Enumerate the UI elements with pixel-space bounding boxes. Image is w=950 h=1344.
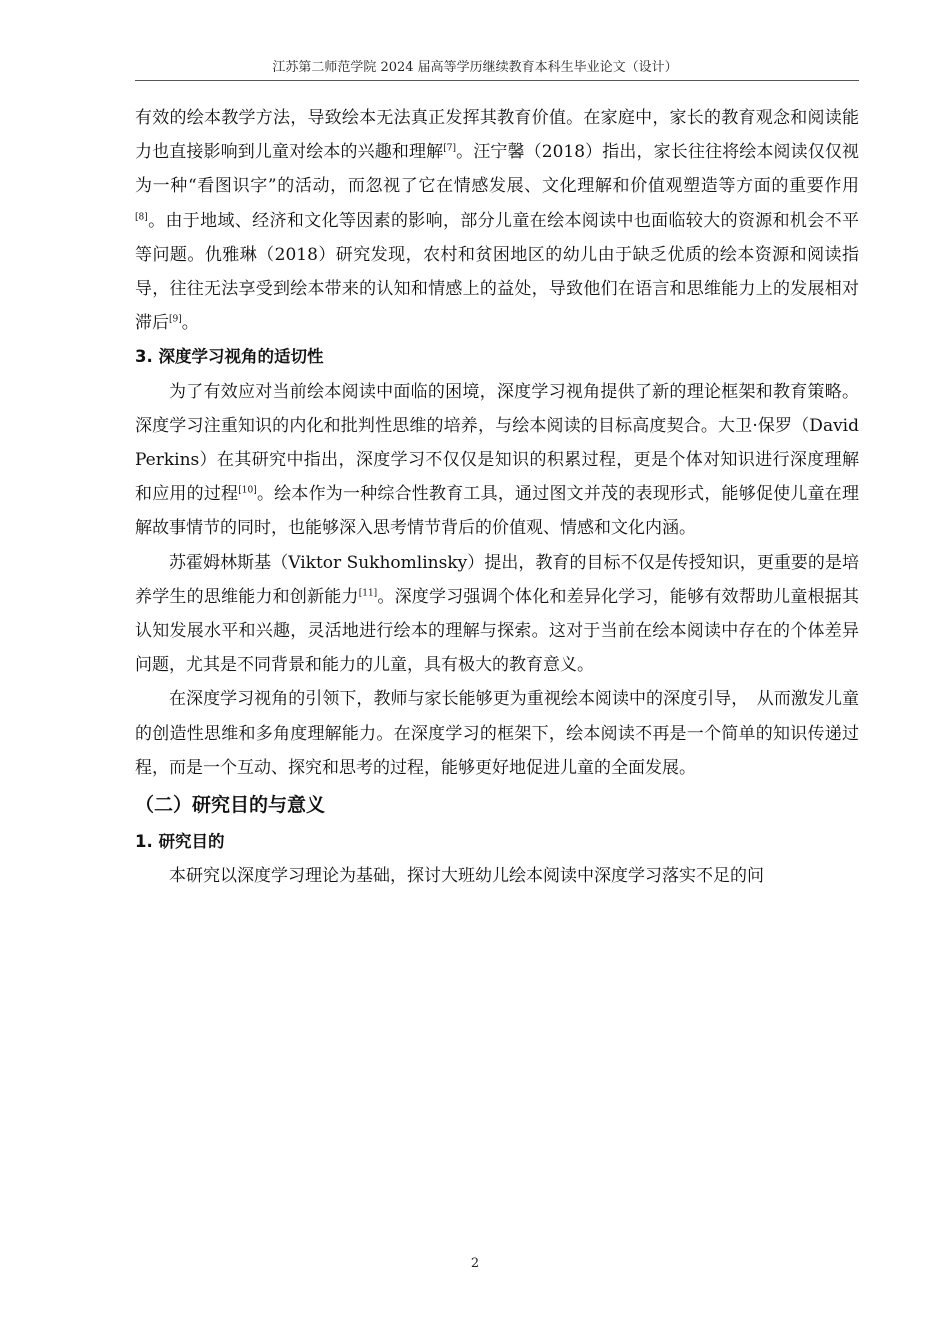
paragraph-deep-learning-framework <box>135 375 859 546</box>
section-heading-purpose: （二）研究目的与意义 <box>135 794 326 817</box>
text-run: 。 <box>181 313 199 334</box>
section-3-heading: 3. 深度学习视角的适切性 <box>135 347 324 367</box>
page-content <box>135 101 859 893</box>
citation-ref: [9] <box>169 314 182 325</box>
citation-ref: [10] <box>238 485 257 496</box>
text-run: 。绘本作为一种综合性教育工具，通过图文并茂的表现形式，能够促使儿童在理解故事情节的同时，也能够深入思考情节背后的价值观、情感和文化内涵。 <box>135 484 860 539</box>
text-run: 苏霍姆林斯基（Viktor Sukhomlinsky）提出，教育的目标不仅是传授知识，更重要的是培养学生的思维能力和创新能力 <box>135 552 859 607</box>
text-run: 。汪宁馨（2018）指出，家长往往将绘本阅读仅仅视为一种“看图识字”的活动，而忽视了它在情感发展、文化理解和价值观塑造等方面的重要作用 <box>135 142 860 197</box>
text-run: 。深度学习强调个体化和差异化学习，能够有效帮助儿童根据其认知发展水平和兴趣，灵活地进行绘本的理解与探索。这对于当前在绘本阅读中存在的个体差异问题，尤其是不同背景和能力的儿童，具有极大的教育意义。 <box>135 586 860 676</box>
paragraph-research-purpose: 本研究以深度学习理论为基础，探讨大班幼儿绘本阅读中深度学习落实不足的问 <box>169 866 764 887</box>
page-number: 2 <box>470 1256 480 1271</box>
subsection-1-heading: 1. 研究目的 <box>135 832 225 852</box>
paragraph-guidance: 在深度学习视角的引领下，教师与家长能够更为重视绘本阅读中的深度引导， 从而激发儿童的创造性思维和多角度理解能力。在深度学习的框架下，绘本阅读不再是一个简单的知识传递过程，而是一个互动、探究和思考的过程，能够更好地促进儿童的全面发展。 <box>135 689 859 778</box>
citation-ref: [11] <box>358 588 378 599</box>
running-header: 江苏第二师范学院 2024 届高等学历继续教育本科生毕业论文（设计） <box>272 60 678 75</box>
citation-ref: [8] <box>135 211 148 222</box>
citation-ref: [7] <box>443 143 456 154</box>
text-run: 有效的绘本教学方法，导致绘本无法真正发挥其教育价值。在家庭中，家长的教育观念和阅读能力也直接影响到儿童对绘本的兴趣和理解 <box>135 108 859 163</box>
header-rule <box>135 80 859 81</box>
paragraph-family-reading <box>135 101 859 340</box>
text-run: 。由于地域、经济和文化等因素的影响，部分儿童在绘本阅读中也面临较大的资源和机会不平等问题。仇雅琳（2018）研究发现，农村和贫困地区的幼儿由于缺乏优质的绘本资源和阅读指导，往往无法享受到绘本带来的认知和情感上的益处，导致他们在语言和思维能力上的发展相对滞后 <box>135 210 859 334</box>
text-run: 为了有效应对当前绘本阅读中面临的困境，深度学习视角提供了新的理论框架和教育策略。深度学习注重知识的内化和批判性思维的培养，与绘本阅读的目标高度契合。大卫·保罗（David Perkins）在其研究中指出，深度学习不仅仅是知识的积累过程，更是个体对知识进行深度理解和应用的过程 <box>135 381 859 505</box>
paragraph-sukhomlinsky <box>135 546 859 683</box>
